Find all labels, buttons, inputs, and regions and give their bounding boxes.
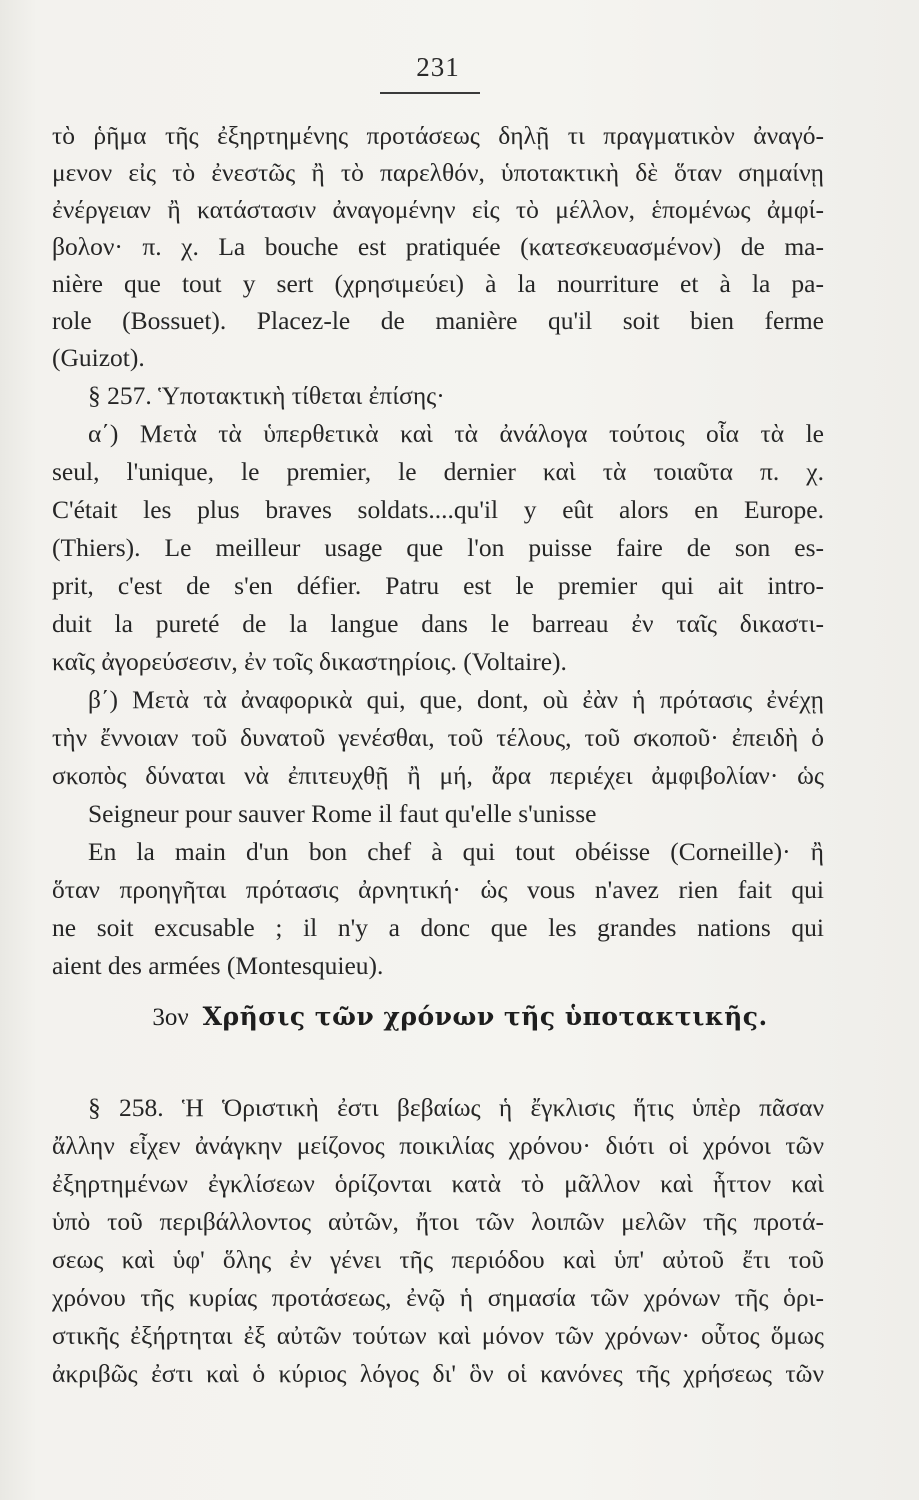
text-line: § 258. Ἡ Ὁριστικὴ ἐστι βεβαίως ἡ ἔγκλισις ἥτις ὑπὲρ πᾶσαν <box>88 1093 824 1122</box>
section-heading-number: 3ον <box>152 1004 189 1031</box>
text-line: aient des armées (Montesquieu). <box>52 951 384 980</box>
verse-line: Seigneur pour sauver Rome il faut qu'elle s'unisse <box>88 799 597 828</box>
text-line: nière que tout y sert (χρησιμεύει) à la nourriture et à la pa- <box>52 269 824 298</box>
text-line: duit la pureté de la langue dans le barreau ἐν ταῖς δικαστι- <box>52 609 824 638</box>
text-line: σεως καὶ ὑφ' ὅλης ἐν γένει τῆς περιόδου καὶ ὑπ' αὐτοῦ ἔτι τοῦ <box>52 1245 824 1274</box>
text-line: τὴν ἔννοιαν τοῦ δυνατοῦ γενέσθαι, τοῦ τέλους, τοῦ σκοποῦ· ἐπειδὴ ὁ <box>52 723 824 752</box>
text-line: τὸ ῥῆμα τῆς ἐξηρτημένης προτάσεως δηλῇ τι πραγματικὸν ἀναγό- <box>52 121 824 150</box>
text-line: β΄) Μετὰ τὰ ἀναφορικὰ qui, que, dont, où ἐὰν ἡ πρότασις ἐνέχῃ <box>88 685 824 714</box>
text-line: ἄλλην εἶχεν ἀνάγκην μείζονος ποικιλίας χρόνου· διότι οἱ χρόνοι τῶν <box>52 1131 824 1160</box>
text-line: ὑπὸ τοῦ περιβάλλοντος αὐτῶν, ἤτοι τῶν λοιπῶν μελῶν τῆς προτά- <box>52 1207 824 1236</box>
text-line: (Guizot). <box>52 343 145 372</box>
text-line: C'était les plus braves soldats....qu'il y eût alors en Europe. <box>52 495 824 524</box>
text-line: (Thiers). Le meilleur usage que l'on puisse faire de son es- <box>52 533 824 562</box>
page-number: 231 <box>416 52 460 82</box>
text-line: α΄) Μετὰ τὰ ὑπερθετικὰ καὶ τὰ ἀνάλογα τούτοις οἷα τὰ le <box>88 419 824 448</box>
text-line: καῖς ἀγορεύσεσιν, ἐν τοῖς δικαστηρίοις. (Voltaire). <box>52 647 567 676</box>
text-line: βολον· π. χ. La bouche est pratiquée (κατεσκευασμένον) de ma- <box>52 232 824 261</box>
text-line: ἐνέργειαν ἢ κατάστασιν ἀναγομένην εἰς τὸ μέλλον, ἑπομένως ἀμφί- <box>52 195 824 224</box>
text-line: ne soit excusable ; il n'y a donc que les grandes nations qui <box>52 913 824 942</box>
text-line: σκοπὸς δύναται νὰ ἐπιτευχθῇ ἢ μή, ἄρα περιέχει ἀμφιβολίαν· ὡς <box>52 761 824 790</box>
verse-line: En la main d'un bon chef à qui tout obéisse (Corneille)· ἢ <box>88 837 824 866</box>
text-line: role (Bossuet). Placez-le de manière qu'il soit bien ferme <box>52 306 824 335</box>
text-line: seul, l'unique, le premier, le dernier καὶ τὰ τοιαῦτα π. χ. <box>52 457 824 486</box>
page-number-rule <box>380 92 480 94</box>
text-line: ἀκριβῶς ἐστι καὶ ὁ κύριος λόγος δι' ὃν οἱ κανόνες τῆς χρήσεως τῶν <box>52 1359 824 1388</box>
text-line: χρόνου τῆς κυρίας προτάσεως, ἐνῷ ἡ σημασία τῶν χρόνων τῆς ὁρι- <box>52 1283 824 1312</box>
text-line: prit, c'est de s'en défier. Patru est le premier qui ait intro- <box>52 571 824 600</box>
text-line: στικῆς ἐξήρτηται ἐξ αὐτῶν τούτων καὶ μόνον τῶν χρόνων· οὗτος ὅμως <box>52 1321 824 1350</box>
text-line: ἐξηρτημένων ἐγκλίσεων ὁρίζονται κατὰ τὸ μᾶλλον καὶ ἧττον καὶ <box>52 1169 824 1198</box>
text-line: ὅταν προηγῆται πρότασις ἀρνητική· ὡς vous n'avez rien fait qui <box>52 875 824 904</box>
section-heading-title: Χρῆσις τῶν χρόνων τῆς ὑποτακτικῆς. <box>202 1002 768 1031</box>
section-paragraph-257: § 257. Ὑποτακτικὴ τίθεται ἐπίσης· <box>88 381 445 410</box>
text-line: μενον εἰς τὸ ἐνεστῶς ἢ τὸ παρελθόν, ὑποτακτικὴ δὲ ὅταν σημαίνῃ <box>52 158 824 187</box>
section-heading <box>50 1002 870 1032</box>
